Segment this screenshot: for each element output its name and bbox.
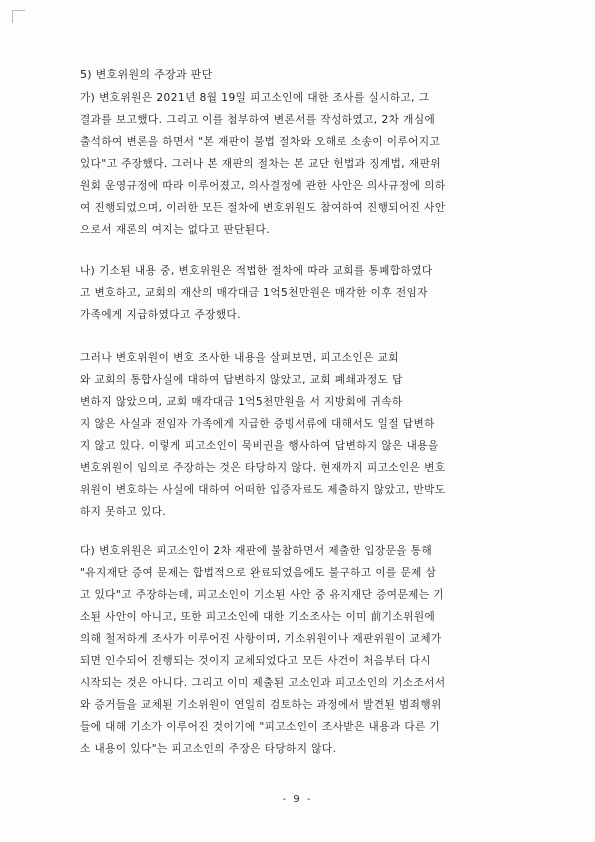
para-ga-line: 가) 변호위원은 2021년 8월 19일 피고소인에 대한 조사를 실시하고, 그 xyxy=(80,92,430,104)
para-rebuttal-line: 위원이 변호하는 사실에 대하여 어떠한 입증자료도 제출하지 않았고, 반박도 xyxy=(80,484,446,496)
para-na-line: 나) 기소된 내용 중, 변호위원은 적법한 절차에 따라 교회를 통폐합하였다 xyxy=(80,265,433,277)
para-da-line: 되면 인수되어 진행되는 것이지 교체되었다고 모든 사건이 처음부터 다시 xyxy=(80,655,432,667)
section-heading: 5) 변호위원의 주장과 판단 xyxy=(80,68,213,81)
para-rebuttal-line: 와 교회의 통합사실에 대하여 답변하지 않았고, 교회 폐쇄과정도 답 xyxy=(80,374,403,386)
para-da-line: "유지재단 증여 문제는 합법적으로 완료되었음에도 불구하고 이를 문제 삼 xyxy=(80,567,437,579)
para-da-line: 고 있다"고 주장하는데, 피고소인이 기소된 사안 중 유지재단 증여문제는 기 xyxy=(80,589,445,601)
para-da-line: 의해 철저하게 조사가 이루어진 사항이며, 기소위원이나 재판위원이 교체가 xyxy=(80,633,442,645)
para-rebuttal-line: 지 않은 사실과 전임자 가족에게 지급한 증빙서류에 대해서도 일절 답변하 xyxy=(80,418,435,430)
para-rebuttal-line: 그러나 변호위원이 변호 조사한 내용을 살펴보면, 피고소인은 교회 xyxy=(80,352,399,364)
para-ga-line: 있다"고 주장했다. 그러나 본 재판의 절차는 본 교단 헌법과 징계법, 재판위 xyxy=(80,158,441,170)
para-rebuttal-line: 변호위원이 임의로 주장하는 것은 타당하지 않다. 현재까지 피고소인은 변호 xyxy=(80,462,446,474)
para-da-line: 소된 사안이 아니고, 또한 피고소인에 대한 기소조사는 이미 前기소위원에 xyxy=(80,611,436,623)
para-rebuttal-line: 하지 못하고 있다. xyxy=(80,506,167,518)
scan-corner-mark xyxy=(12,10,25,23)
para-da-line: 와 증거들을 교체된 기소위원이 연일히 검토하는 과정에서 발견된 범죄행위 xyxy=(80,699,442,711)
para-na-line: 고 변호하고, 교회의 재산의 매각대금 1억5천만원은 매각한 이후 전임자 xyxy=(80,287,428,299)
para-ga-line: 여 진행되었으며, 이러한 모든 절차에 변호위원도 참여하여 진행되어진 사안 xyxy=(80,202,446,214)
para-ga-line: 결과를 보고했다. 그리고 이를 첨부하여 변론서를 작성하였고, 2차 개심에 xyxy=(80,114,436,126)
para-rebuttal-line: 지 않고 있다. 이렇게 피고소인이 묵비권을 행사하여 답변하지 않은 내용을 xyxy=(80,440,439,452)
para-da-line: 시작되는 것은 아니다. 그리고 이미 제출된 고소인과 피고소인의 기소조서서 xyxy=(80,677,446,689)
para-ga-line: 원회 운영규정에 따라 이루어졌고, 의사결정에 관한 사안은 의사규정에 의하 xyxy=(80,180,446,192)
page-number: - 9 - xyxy=(282,794,313,805)
para-da-line: 들에 대해 기소가 이루어진 것이기에 "피고소인이 조사받은 내용과 다른 기 xyxy=(80,721,441,733)
para-ga-line: 으로서 재론의 여지는 없다고 판단된다. xyxy=(80,224,271,236)
para-ga-line: 출석하여 변론을 하면서 "본 재판이 불법 절차와 오해로 소송이 이루어지고 xyxy=(80,136,441,148)
para-da-line: 다) 변호위원은 피고소인이 2차 재판에 불참하면서 제출한 입장문을 통해 xyxy=(80,545,433,557)
para-na-line: 가족에게 지급하였다고 주장했다. xyxy=(80,309,242,321)
para-da-line: 소 내용이 있다"는 피고소인의 주장은 타당하지 않다. xyxy=(80,743,337,755)
para-rebuttal-line: 변하지 않았으며, 교회 매각대금 1억5천만원을 서 지방회에 귀속하 xyxy=(80,396,403,408)
